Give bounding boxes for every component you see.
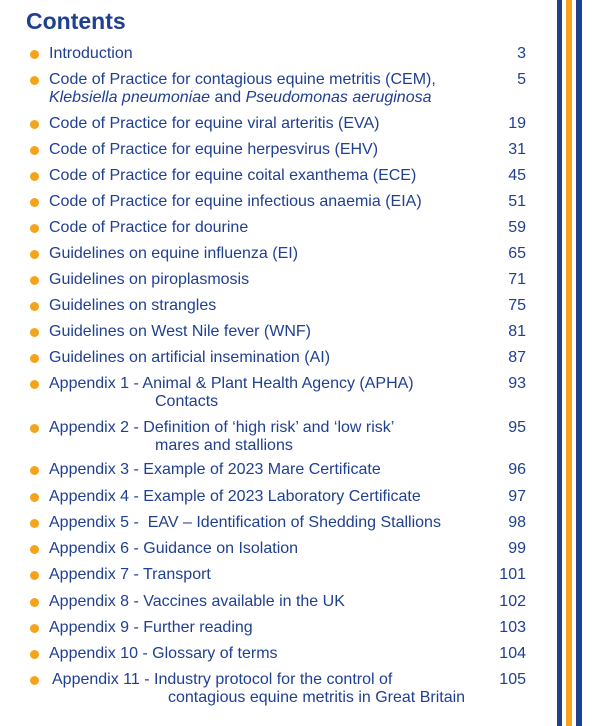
bullet-icon <box>30 624 39 633</box>
entry-page-number: 96 <box>508 461 526 478</box>
entry-page-number: 104 <box>499 645 526 662</box>
entry-label: Appendix 8 - Vaccines available in the UK <box>49 593 345 610</box>
entry-page-number: 31 <box>508 141 526 158</box>
entry-page-number: 81 <box>508 323 526 340</box>
entry-label: Code of Practice for equine infectious anaemia (EIA) <box>49 193 422 210</box>
bullet-icon <box>30 198 39 207</box>
entry-label: Appendix 11 - Industry protocol for the control of contagious equine metritis in Great Britain <box>52 671 466 706</box>
entry-label: Code of Practice for equine viral arteritis (EVA) <box>49 115 380 132</box>
bullet-icon <box>30 146 39 155</box>
entry-page-number: 59 <box>508 219 526 236</box>
entry-page-number: 101 <box>499 566 526 583</box>
entry-label: Appendix 6 - Guidance on Isolation <box>49 540 299 557</box>
bullet-icon <box>30 224 39 233</box>
bullet-icon <box>30 545 39 554</box>
entry-label: Guidelines on equine influenza (EI) <box>49 245 299 262</box>
bullet-icon <box>30 172 39 181</box>
entry-page-number: 19 <box>508 115 526 132</box>
entry-page-number: 102 <box>499 593 526 610</box>
bullet-icon <box>30 76 39 85</box>
entry-label: Code of Practice for equine coital exanthema (ECE) <box>49 167 417 184</box>
bullet-icon <box>30 380 39 389</box>
entry-label: Guidelines on strangles <box>49 297 217 314</box>
entry-label: Appendix 7 - Transport <box>49 566 211 583</box>
bullet-icon <box>30 354 39 363</box>
bullet-icon <box>30 424 39 433</box>
bullet-icon <box>30 328 39 337</box>
bullet-icon <box>30 650 39 659</box>
entry-page-number: 97 <box>508 488 526 505</box>
entry-label: Guidelines on West Nile fever (WNF) <box>49 323 311 340</box>
bullet-icon <box>30 120 39 129</box>
entry-label: Code of Practice for contagious equine metritis (CEM), Klebsiella pneumoniae and Pseudomonas aeruginosa <box>49 71 436 106</box>
page-title: Contents <box>26 8 126 34</box>
entry-label: Appendix 1 - Animal & Plant Health Agency (APHA) Contacts <box>49 375 414 410</box>
entry-label: Appendix 2 - Definition of ‘high risk’ and ‘low risk’ mares and stallions <box>49 419 395 454</box>
entry-label: Appendix 4 - Example of 2023 Laboratory Certificate <box>49 488 421 505</box>
entry-page-number: 3 <box>517 45 526 62</box>
bullet-icon <box>30 676 39 685</box>
entry-page-number: 45 <box>508 167 526 184</box>
bullet-icon <box>30 50 39 59</box>
entry-page-number: 51 <box>508 193 526 210</box>
bullet-icon <box>30 276 39 285</box>
entry-page-number: 98 <box>508 514 526 531</box>
entry-page-number: 75 <box>508 297 526 314</box>
entry-page-number: 99 <box>508 540 526 557</box>
entry-page-number: 103 <box>499 619 526 636</box>
bullet-icon <box>30 250 39 259</box>
bullet-icon <box>30 302 39 311</box>
bullet-icon <box>30 571 39 580</box>
entry-page-number: 65 <box>508 245 526 262</box>
entry-page-number: 105 <box>499 671 526 688</box>
bullet-icon <box>30 519 39 528</box>
entry-label: Appendix 5 - EAV – Identification of Shedding Stallions <box>49 514 441 531</box>
bullet-icon <box>30 466 39 475</box>
bullet-icon <box>30 598 39 607</box>
entry-label: Code of Practice for equine herpesvirus (EHV) <box>49 141 379 158</box>
decorative-stripe-navy-outer <box>576 0 582 726</box>
entry-page-number: 95 <box>508 419 526 436</box>
entry-label: Appendix 3 - Example of 2023 Mare Certificate <box>49 461 381 478</box>
bullet-icon <box>30 493 39 502</box>
entry-label: Appendix 10 - Glossary of terms <box>49 645 278 662</box>
entry-label: Code of Practice for dourine <box>49 219 249 236</box>
entry-page-number: 93 <box>508 375 526 392</box>
entry-label: Guidelines on artificial insemination (AI) <box>49 349 331 366</box>
entry-label: Appendix 9 - Further reading <box>49 619 253 636</box>
decorative-stripe-navy <box>557 0 562 726</box>
entry-page-number: 87 <box>508 349 526 366</box>
entry-label: Introduction <box>49 45 133 62</box>
entry-page-number: 5 <box>517 71 526 88</box>
decorative-stripe-orange <box>566 0 572 726</box>
entry-page-number: 71 <box>508 271 526 288</box>
entry-label: Guidelines on piroplasmosis <box>49 271 250 288</box>
